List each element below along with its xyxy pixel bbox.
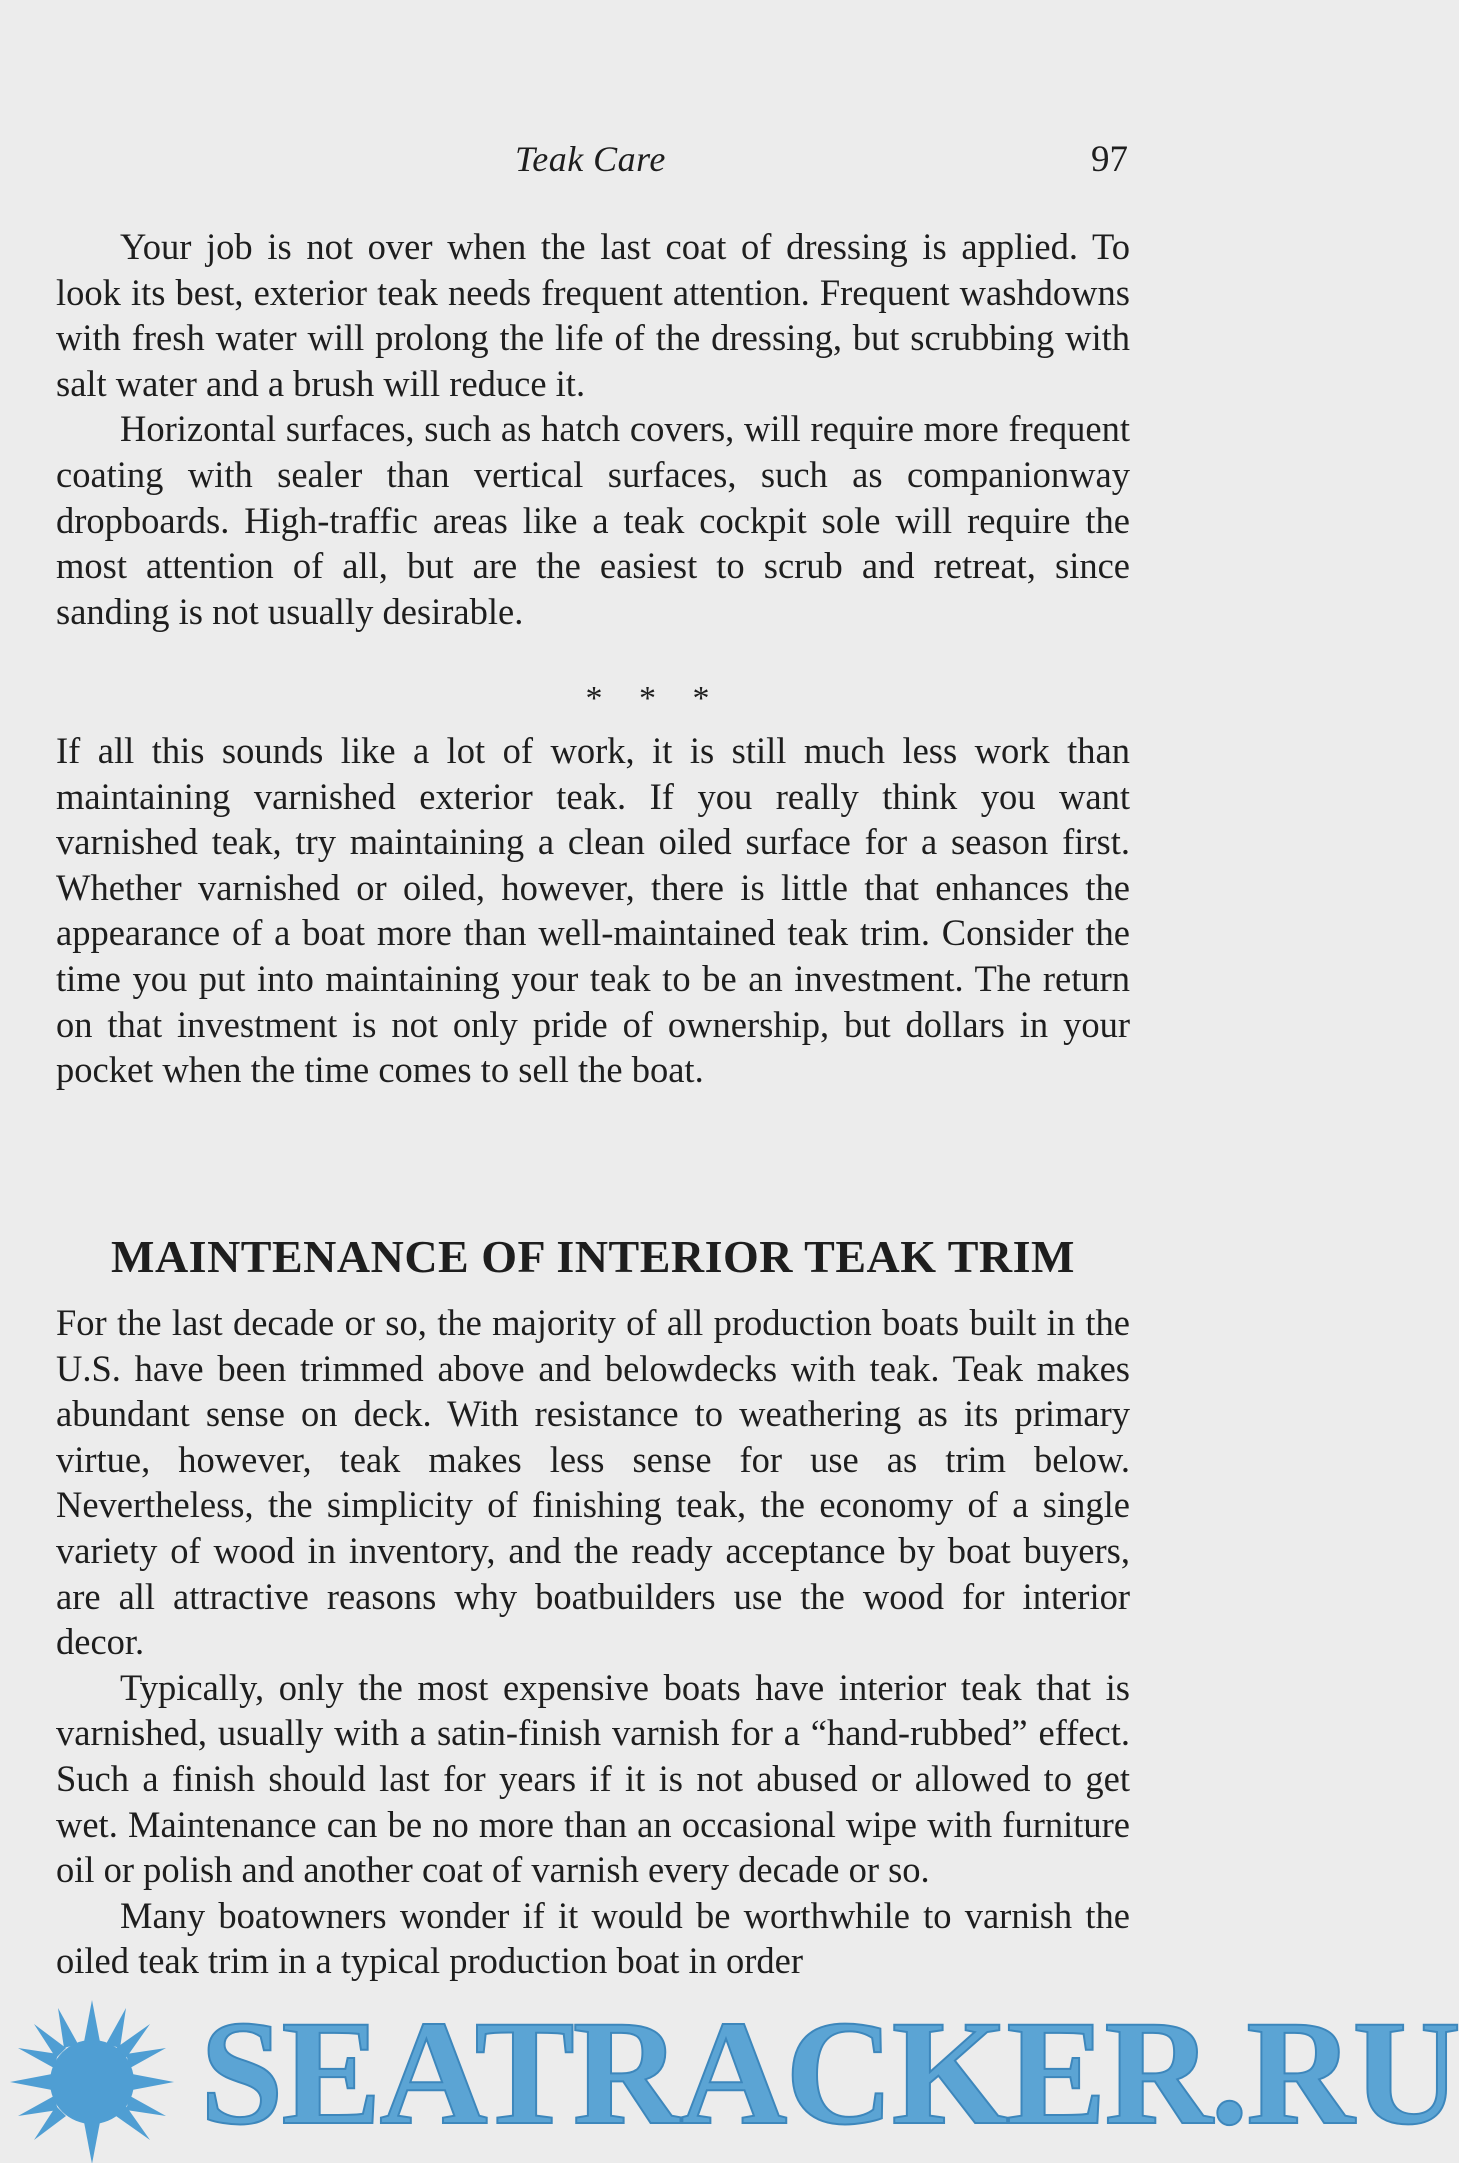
- page-header: [0, 138, 1279, 188]
- paragraph: Your job is not over when the last coat of dressing is applied. To look its best, exterior teak needs frequent attention. Frequent washdowns with fresh water will prolong the life of the dressing, but scrubbing with salt water and a brush will reduce it.: [56, 226, 1130, 404]
- paragraph: If all this sounds like a lot of work, it is still much less work than maintaining varnished exterior teak. If you really think you want varnished teak, try maintaining a clean oiled surface for a season first. Whether varnished or oiled, however, there is little that enhances the appearance of a boat more than well-maintained teak trim. Consider the time you put into maintaining your teak to be an investment. The return on that investment is not only pride of ownership, but dollars in your pocket when the time comes to sell the boat.: [56, 730, 1130, 1091]
- sun-icon: [0, 1990, 200, 2163]
- section-body: [56, 1300, 1130, 1984]
- section-heading: MAINTENANCE OF INTERIOR TEAK TRIM: [111, 1231, 1075, 1282]
- watermark-text: SEATRACKER.RU: [200, 1990, 1459, 2156]
- section-separator: * * *: [585, 680, 710, 717]
- paragraph: Typically, only the most expensive boats have interior teak that is varnished, usually with a satin-finish varnish for a “hand-rubbed” effect. Such a finish should last for years if it is not abused or allowed to get wet. Maintenance can be no more than an occasional wipe with furniture oil or polish and another coat of varnish every decade or so.: [56, 1666, 1130, 1891]
- paragraph: Many boatowners wonder if it would be worthwhile to varnish the oiled teak trim in a typical production boat in order: [56, 1894, 1130, 1982]
- paragraph: For the last decade or so, the majority of all production boats built in the U.S. have been trimmed above and belowdecks with teak. Teak makes abundant sense on deck. With resistance to weathering as its primary virtue, however, teak makes less sense for use as trim below. Nevertheless, the simplicity of finishing teak, the economy of a single variety of wood in inventory, and the ready acceptance by boat buyers, are all attractive reasons why boatbuilders use the wood for interior decor.: [56, 1302, 1130, 1663]
- paragraph: Horizontal surfaces, such as hatch covers, will require more frequent coating with sealer than vertical surfaces, such as companionway dropboards. High-traffic areas like a teak cockpit sole will require the most attention of all, but are the easiest to scrub and retreat, since sanding is not usually desirable.: [56, 408, 1130, 632]
- page-number: 97: [1091, 139, 1128, 180]
- running-head: Teak Care: [515, 139, 666, 179]
- closing-paragraph-block: [56, 728, 1130, 1093]
- watermark: [0, 1990, 1459, 2163]
- intro-paragraphs: [56, 224, 1130, 634]
